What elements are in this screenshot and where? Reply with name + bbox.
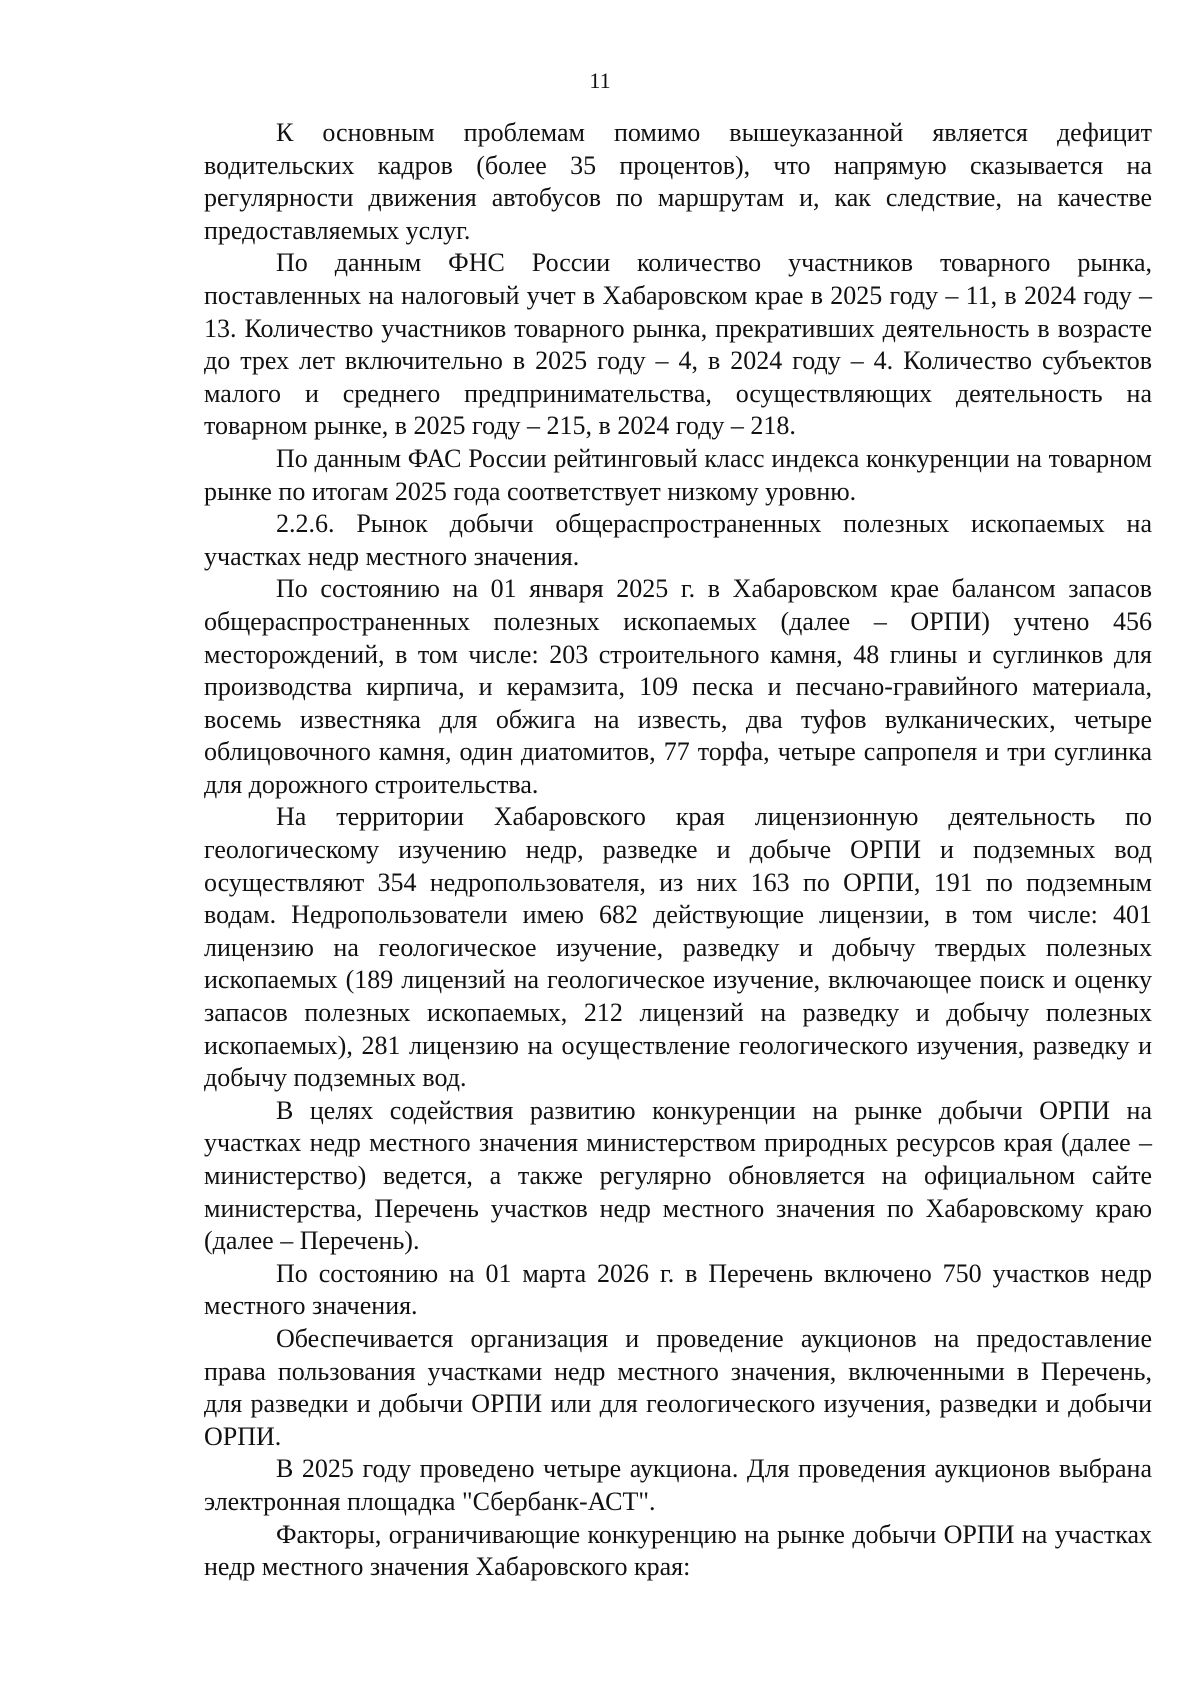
- paragraph-auctions-organization: Обеспечивается организация и проведение аукционов на предоставление права пользования участками недр местного значения, включенными в Перечень, для разведки и добычи ОРПИ или для геологического изучения, разведки и добычи ОРПИ.: [204, 1323, 1152, 1451]
- paragraph-competition-support: В целях содействия развитию конкуренции на рынке добычи ОРПИ на участках недр местного значения министерством природных ресурсов края (далее – министерство) ведется, а также регулярно обновляется на официальном сайте министерства, Перечень участков недр местного значения по Хабаровскому краю (далее – Перечень).: [204, 1095, 1152, 1256]
- page-number: 11: [589, 68, 611, 93]
- section-heading-2-2-6: 2.2.6. Рынок добычи общераспространенных полезных ископаемых на участках недр местного значения.: [204, 509, 1152, 571]
- paragraph-fns-statistics: По данным ФНС России количество участников товарного рынка, поставленных на налоговый учет в Хабаровском крае в 2025 году – 11, в 2024 году – 13. Количество участников товарного рынка, прекративших деятельность в возрасте до трех лет включительно в 2025 году – 4, в 2024 году – 4. Количество субъектов малого и среднего предпринимательства, осуществляющих деятельность на товарном рынке, в 2025 году – 215, в 2024 году – 218.: [204, 248, 1152, 441]
- paragraph-limiting-factors: Факторы, ограничивающие конкуренцию на рынке добычи ОРПИ на участках недр местного значения Хабаровского края:: [204, 1519, 1152, 1582]
- paragraph-driver-shortage: К основным проблемам помимо вышеуказанной является дефицит водительских кадров (более 35 процентов), что напрямую сказывается на регулярности движения автобусов по маршрутам и, как следствие, на качестве предоставляемых услуг.: [204, 118, 1152, 245]
- paragraph-fas-rating: По данным ФАС России рейтинговый класс индекса конкуренции на товарном рынке по итогам 2025 года соответствует низкому уровню.: [204, 443, 1152, 506]
- paragraph-deposits-balance: По состоянию на 01 января 2025 г. в Хабаровском крае балансом запасов общераспространенных полезных ископаемых (далее – ОРПИ) учтено 456 месторождений, в том числе: 203 строительного камня, 48 глины и суглинков для производства кирпича, и керамзита, 109 песка и песчано-гравийного материала, восемь известняка для обжига на известь, два туфов вулканических, четыре облицовочного камня, один диатомитов, 77 торфа, четыре сапропеля и три суглинка для дорожного строительства.: [204, 574, 1152, 799]
- paragraph-auctions-2025: В 2025 году проведено четыре аукциона. Для проведения аукционов выбрана электронная площадка "Сбербанк-АСТ".: [204, 1454, 1152, 1516]
- paragraph-list-status: По состоянию на 01 марта 2026 г. в Перечень включено 750 участков недр местного значения.: [204, 1258, 1152, 1321]
- document-body: [204, 117, 1152, 1584]
- paragraph-licensing: На территории Хабаровского края лицензионную деятельность по геологическому изучению недр, разведке и добыче ОРПИ и подземных вод осуществляют 354 недропользователя, из них 163 по ОРПИ, 191 по подземным водам. Недропользователи имею 682 действующие лицензии, в том числе: 401 лицензию на геологическое изучение, разведку и добычу твердых полезных ископаемых (189 лицензий на геологическое изучение, включающее поиск и оценку запасов полезных ископаемых, 212 лицензий на разведку и добычу полезных ископаемых), 281 лицензию на осуществление геологического изучения, разведку и добычу подземных вод.: [204, 802, 1152, 1093]
